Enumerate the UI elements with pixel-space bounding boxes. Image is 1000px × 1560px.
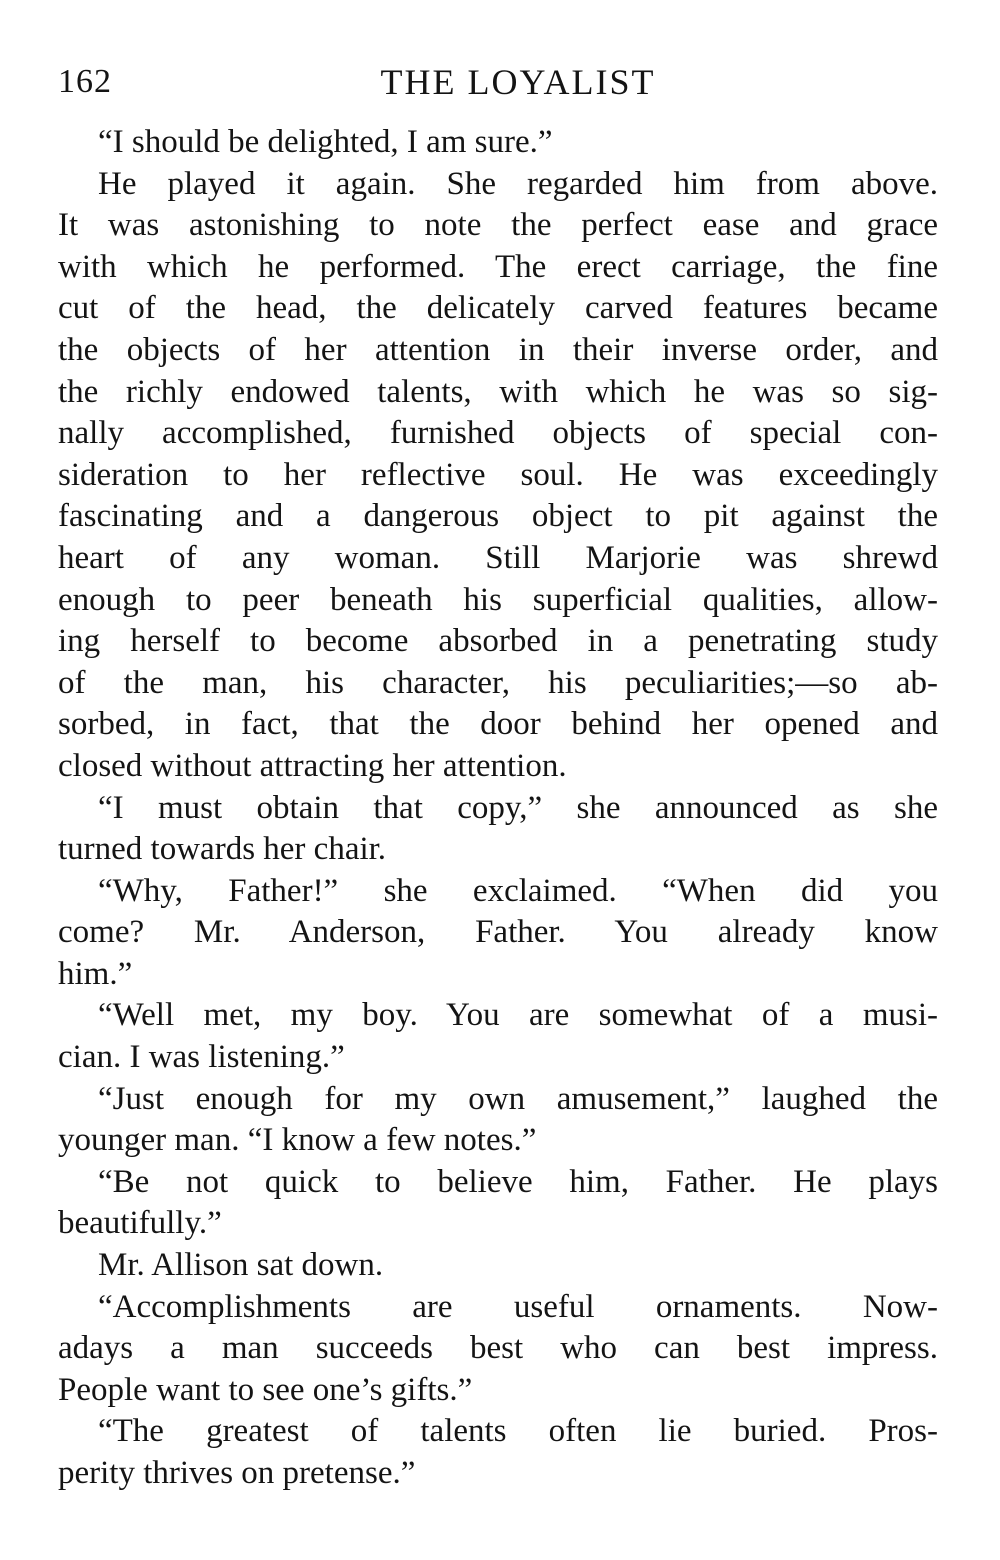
text-line: fascinating and a dangerous object to pit against the (58, 498, 938, 535)
text-line: “Well met, my boy. You are somewhat of a musi- (98, 997, 938, 1034)
text-line: He played it again. She regarded him from above. (98, 165, 938, 202)
paragraph (58, 1287, 938, 1412)
text-line: the objects of her attention in their inverse order, and (58, 331, 938, 368)
text-line: with which he performed. The erect carriage, the fine (58, 248, 938, 285)
text-line: of the man, his character, his peculiarities;—so ab- (58, 664, 938, 701)
text-line: “Accomplishments are useful ornaments. Now- (98, 1288, 938, 1325)
text-line: “Be not quick to believe him, Father. He plays (98, 1163, 938, 1200)
page-header (58, 56, 938, 108)
paragraph (58, 164, 938, 788)
text-line: It was astonishing to note the perfect ease and grace (58, 207, 938, 244)
body-text (58, 122, 938, 1495)
text-line: enough to peer beneath his superficial qualities, allow- (58, 581, 938, 618)
paragraph (58, 788, 938, 871)
paragraph (58, 995, 938, 1078)
text-line: “I must obtain that copy,” she announced as she (98, 789, 938, 826)
text-line: younger man. “I know a few notes.” (58, 1122, 537, 1159)
text-line: People want to see one’s gifts.” (58, 1371, 473, 1408)
paragraph (58, 1411, 938, 1494)
text-line: perity thrives on pretense.” (58, 1455, 416, 1491)
paragraph (58, 1079, 938, 1162)
text-line: him.” (58, 955, 133, 992)
text-line: nally accomplished, furnished objects of special con- (58, 415, 938, 452)
text-line: adays a man succeeds best who can best impress. (58, 1330, 938, 1367)
text-line: the richly endowed talents, with which he was so sig- (58, 373, 938, 410)
text-line: cian. I was listening.” (58, 1039, 345, 1076)
page-number: 162 (58, 63, 112, 100)
text-line: sideration to her reflective soul. He was exceedingly (58, 456, 938, 493)
text-line: “I should be delighted, I am sure.” (98, 124, 553, 160)
paragraph (58, 122, 938, 164)
text-line: Mr. Allison sat down. (98, 1247, 384, 1284)
text-line: “The greatest of talents often lie buried. Pros- (98, 1413, 938, 1450)
paragraph (58, 1245, 938, 1287)
text-line: ing herself to become absorbed in a penetrating study (58, 623, 938, 660)
text-line: heart of any woman. Still Marjorie was shrewd (58, 539, 938, 576)
text-line: turned towards her chair. (58, 831, 387, 868)
text-line: come? Mr. Anderson, Father. You already know (58, 914, 938, 951)
text-line: “Just enough for my own amusement,” laughed the (98, 1080, 938, 1117)
paragraph (58, 1162, 938, 1245)
text-line: “Why, Father!” she exclaimed. “When did you (98, 872, 938, 909)
paragraph (58, 871, 938, 996)
running-head: THE LOYALIST (380, 62, 656, 102)
text-line: sorbed, in fact, that the door behind her opened and (58, 706, 938, 743)
text-line: beautifully.” (58, 1205, 222, 1242)
text-line: cut of the head, the delicately carved features became (58, 290, 938, 327)
text-line: closed without attracting her attention. (58, 747, 567, 784)
